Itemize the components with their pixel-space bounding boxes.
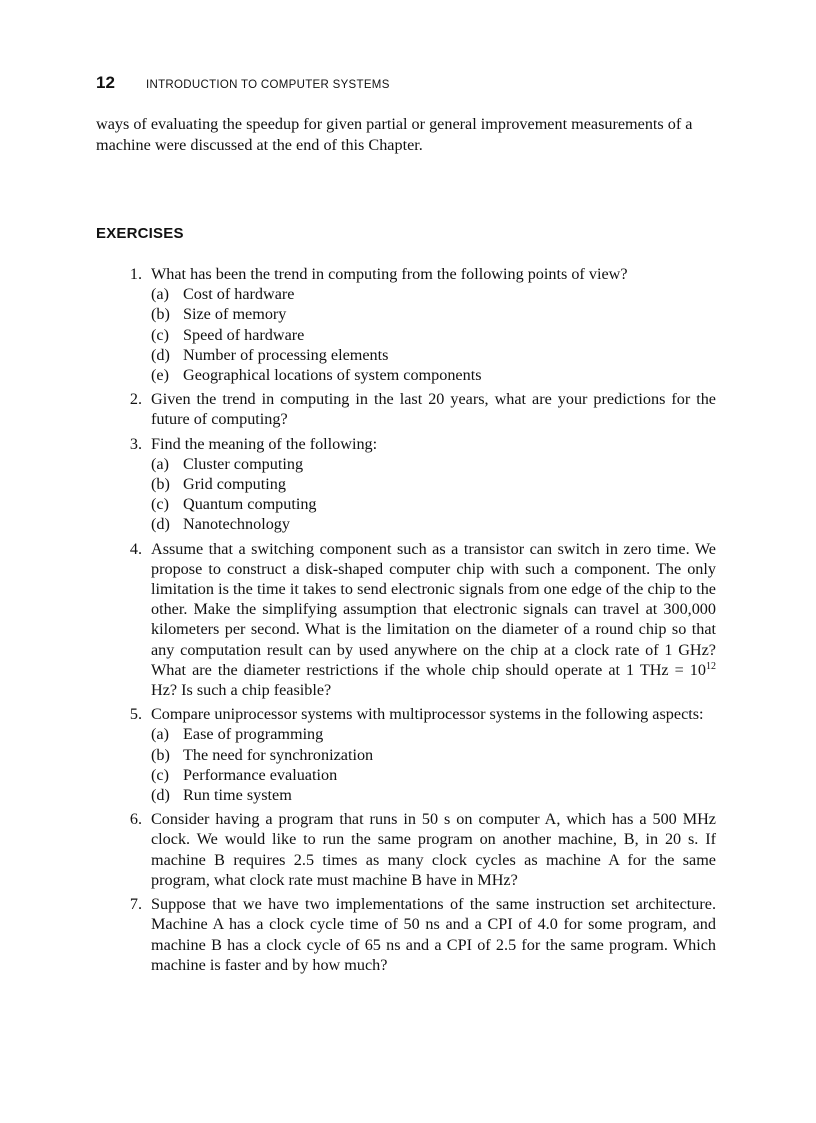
- exercise-text-main: Assume that a switching component such as a transistor can switch in zero time. We propose to construct a disk-shaped computer chip with such a component. The only limitation is the time it takes to send electronic signals from one edge of the chip to the other. Make the simplifying assumption that electronic signals can travel at 300,000 kilometers per second. What is the limitation on the diameter of a round chip so that any computation result can by used anywhere on the chip at a clock rate of 1 GHz? What are the diameter restrictions if the whole chip should operate at 1 THz = 10: [151, 539, 716, 679]
- exercise-number: 2.: [129, 390, 142, 409]
- exercise-number: 1.: [129, 265, 142, 283]
- exponent: 12: [706, 660, 716, 672]
- exercise-7: [118, 894, 716, 975]
- sub-item-text: Cluster computing: [183, 454, 304, 473]
- exercise-1: [118, 264, 716, 385]
- sub-item-text: Quantum computing: [183, 495, 317, 514]
- sub-item-list: [151, 284, 716, 385]
- sub-item-label: (e): [151, 366, 169, 385]
- exercise-2: [118, 389, 716, 429]
- sub-item: [151, 494, 716, 514]
- sub-item-label: (c): [151, 325, 169, 344]
- exercise-text: [151, 539, 716, 701]
- sub-item-text: Geographical locations of system components: [183, 366, 482, 385]
- exercise-4: [118, 539, 716, 701]
- sub-item-list: [151, 724, 716, 805]
- sub-item-text: Grid computing: [183, 475, 286, 494]
- exercise-text-tail: Hz? Is such a chip feasible?: [151, 681, 332, 700]
- sub-item: [151, 365, 716, 385]
- exercise-number: 5.: [129, 705, 142, 724]
- sub-item: [151, 745, 716, 765]
- exercise-text: What has been the trend in computing from the following points of view?: [151, 265, 628, 283]
- exercise-number: 7.: [129, 895, 142, 914]
- exercise-text: Suppose that we have two implementations of the same instruction set architecture. Machine A has a clock cycle time of 50 ns and a CPI of 4.0 for some program, and machine B has a clock cycle of 65 ns and a CPI of 2.5 for the same program. Which machine is faster and by how much?: [151, 895, 716, 974]
- sub-item: [151, 284, 716, 304]
- sub-item: [151, 765, 716, 785]
- sub-item-text: Performance evaluation: [183, 765, 338, 784]
- sub-item: [151, 325, 716, 345]
- sub-item: [151, 345, 716, 365]
- sub-item: [151, 724, 716, 744]
- sub-item-label: (a): [151, 725, 169, 744]
- sub-item-text: Speed of hardware: [183, 325, 305, 344]
- sub-item-label: (d): [151, 515, 170, 534]
- sub-item: [151, 454, 716, 474]
- exercise-list: [118, 264, 716, 979]
- sub-item-text: Ease of programming: [183, 725, 324, 744]
- exercise-number: 6.: [129, 810, 142, 829]
- running-title: INTRODUCTION TO COMPUTER SYSTEMS: [146, 79, 390, 91]
- sub-item: [151, 474, 716, 494]
- sub-item-text: The need for synchronization: [183, 745, 374, 764]
- sub-item-label: (c): [151, 765, 169, 784]
- exercise-text: Consider having a program that runs in 50 s on computer A, which has a 500 MHz clock. We would like to run the same program on another machine, B, in 20 s. If machine B requires 2.5 times as many clock cycles as machine A for the same program, what clock rate must machine B have in MHz?: [151, 810, 716, 889]
- sub-item-text: Nanotechnology: [183, 515, 290, 534]
- exercise-number: 3.: [129, 434, 142, 453]
- sub-item-label: (b): [151, 475, 170, 494]
- exercise-number: 4.: [129, 539, 142, 558]
- sub-item-label: (d): [151, 345, 170, 364]
- sub-item: [151, 514, 716, 534]
- sub-item-label: (d): [151, 786, 170, 805]
- section-title: EXERCISES: [96, 225, 184, 242]
- page-number: 12: [96, 73, 115, 92]
- sub-item-text: Cost of hardware: [183, 285, 295, 304]
- sub-item-label: (a): [151, 454, 169, 473]
- exercise-5: [118, 704, 716, 805]
- exercise-3: [118, 434, 716, 535]
- sub-item-label: (c): [151, 495, 169, 514]
- sub-item-text: Size of memory: [183, 305, 287, 324]
- sub-item-list: [151, 454, 716, 535]
- sub-item-label: (b): [151, 305, 170, 324]
- sub-item-label: (b): [151, 745, 170, 764]
- sub-item-text: Number of processing elements: [183, 345, 389, 364]
- exercise-text: Given the trend in computing in the last 20 years, what are your predictions for the future of computing?: [151, 390, 716, 429]
- sub-item-text: Run time system: [183, 786, 292, 805]
- sub-item: [151, 785, 716, 805]
- exercise-text: Compare uniprocessor systems with multiprocessor systems in the following aspects:: [151, 705, 704, 724]
- running-head: [96, 73, 390, 93]
- sub-item-label: (a): [151, 285, 169, 304]
- sub-item: [151, 304, 716, 324]
- exercise-6: [118, 809, 716, 890]
- intro-paragraph: ways of evaluating the speedup for given partial or general improvement measurements of a machine were discussed at the end of this Chapter.: [96, 115, 693, 154]
- exercise-text: Find the meaning of the following:: [151, 434, 378, 453]
